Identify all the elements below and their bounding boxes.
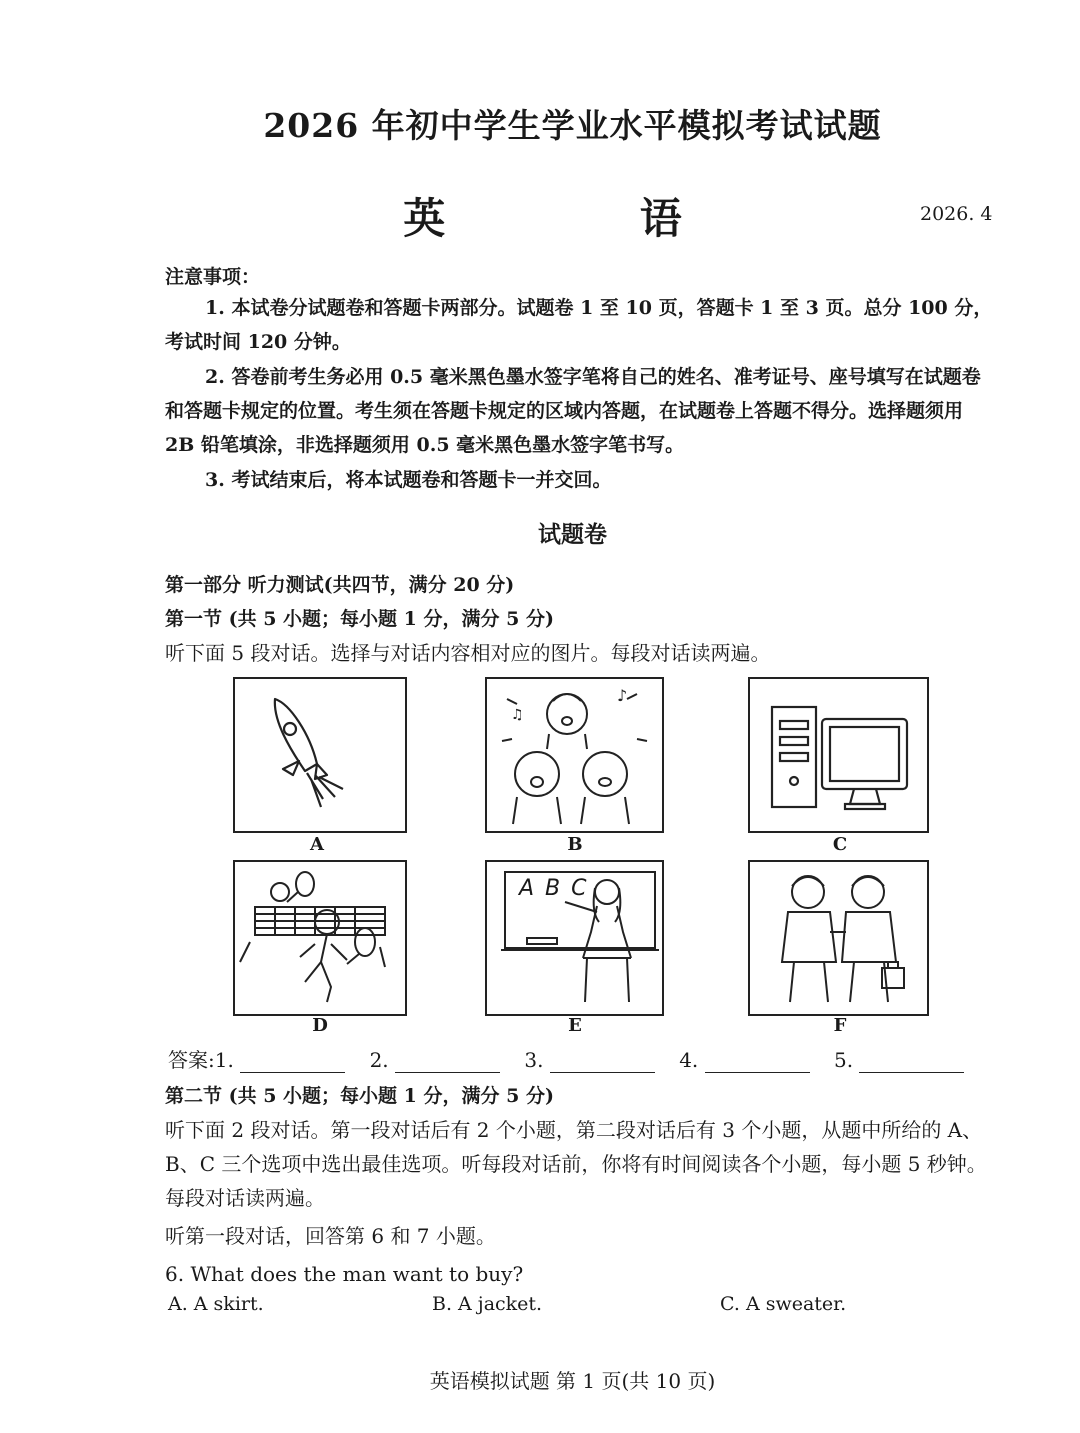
question-6-option-a: A. A skirt.	[168, 1293, 264, 1315]
answers-label: 答案:	[168, 1048, 215, 1072]
notice-heading: 注意事项：	[165, 266, 261, 288]
picture-e	[485, 860, 664, 1016]
picture-f	[748, 860, 929, 1016]
picture-d-label: D	[312, 1015, 328, 1036]
answer-number-4: 4.	[679, 1048, 699, 1072]
answer-number-3: 3.	[524, 1048, 544, 1072]
picture-a	[233, 677, 407, 833]
notice-item-1: 1. 本试卷分试题卷和答题卡两部分。试题卷 1 至 10 页，答题卡 1 至 3 页。总分 100 分，考试时间 120 分钟。	[165, 297, 993, 353]
dialog1-instruction: 听第一段对话，回答第 6 和 7 小题。	[165, 1224, 496, 1248]
tennis-icon	[235, 862, 405, 1014]
picture-a-label: A	[310, 834, 324, 855]
subject-title: 英 语	[403, 194, 742, 243]
exam-date: 2026. 4	[920, 203, 993, 225]
sec2-heading: 第二节 (共 5 小题；每小题 1 分，满分 5 分)	[165, 1085, 554, 1107]
rocket-icon	[235, 679, 405, 831]
answer-blank-4[interactable]	[705, 1054, 810, 1073]
blackboard-text: A B C	[519, 876, 589, 901]
answer-blank-2[interactable]	[395, 1054, 500, 1073]
picture-d	[233, 860, 407, 1016]
picture-b-label: B	[567, 834, 583, 855]
svg-text:♪: ♪	[617, 686, 628, 705]
sec1-instruction: 听下面 5 段对话。选择与对话内容相对应的图片。每段对话读两遍。	[165, 641, 771, 665]
question-6-option-b: B. A jacket.	[432, 1293, 543, 1315]
section-title: 试题卷	[538, 521, 607, 548]
part1-heading: 第一部分 听力测试(共四节，满分 20 分)	[165, 574, 515, 596]
svg-text:♫: ♫	[511, 707, 524, 723]
computer-icon	[750, 679, 927, 831]
page-footer: 英语模拟试题 第 1 页(共 10 页)	[429, 1369, 716, 1393]
answer-number-1: 1.	[214, 1048, 234, 1072]
answer-line	[168, 1044, 982, 1073]
notice-item-2: 2. 答卷前考生务必用 0.5 毫米黑色墨水签字笔将自己的姓名、准考证号、座号填写在试题卷和答题卡规定的位置。考生须在答题卡规定的区域内答题，在试题卷上答题不得分。选择题须用 2B 铅笔填涂，非选择题须用 0.5 毫米黑色墨水签字笔书写。	[165, 366, 981, 456]
answer-blank-3[interactable]	[550, 1054, 655, 1073]
answer-number-2: 2.	[369, 1048, 389, 1072]
sec2-instruction: 听下面 2 段对话。第一段对话后有 2 个小题，第二段对话后有 3 个小题，从题中所给的 A、B、C 三个选项中选出最佳选项。听每段对话前，你将有时间阅读各个小题，每小题 5 秒钟。每段对话读两遍。	[165, 1118, 987, 1210]
picture-c	[748, 677, 929, 833]
handshake-icon	[750, 862, 927, 1014]
picture-c-label: C	[832, 834, 848, 855]
exam-title: 2026 年初中学生学业水平模拟考试试题	[263, 106, 882, 145]
notice-item-3: 3. 考试结束后，将本试题卷和答题卡一并交回。	[205, 469, 612, 491]
question-6-option-c: C. A sweater.	[720, 1293, 847, 1315]
picture-f-label: F	[833, 1015, 847, 1036]
picture-e-label: E	[568, 1015, 582, 1036]
sec1-heading: 第一节 (共 5 小题；每小题 1 分，满分 5 分)	[165, 608, 554, 630]
answer-number-5: 5.	[834, 1048, 854, 1072]
answer-blank-1[interactable]	[240, 1054, 345, 1073]
singing-children-icon	[487, 679, 662, 831]
question-6: 6. What does the man want to buy?	[165, 1262, 524, 1286]
picture-b	[485, 677, 664, 833]
answer-blank-5[interactable]	[859, 1054, 964, 1073]
